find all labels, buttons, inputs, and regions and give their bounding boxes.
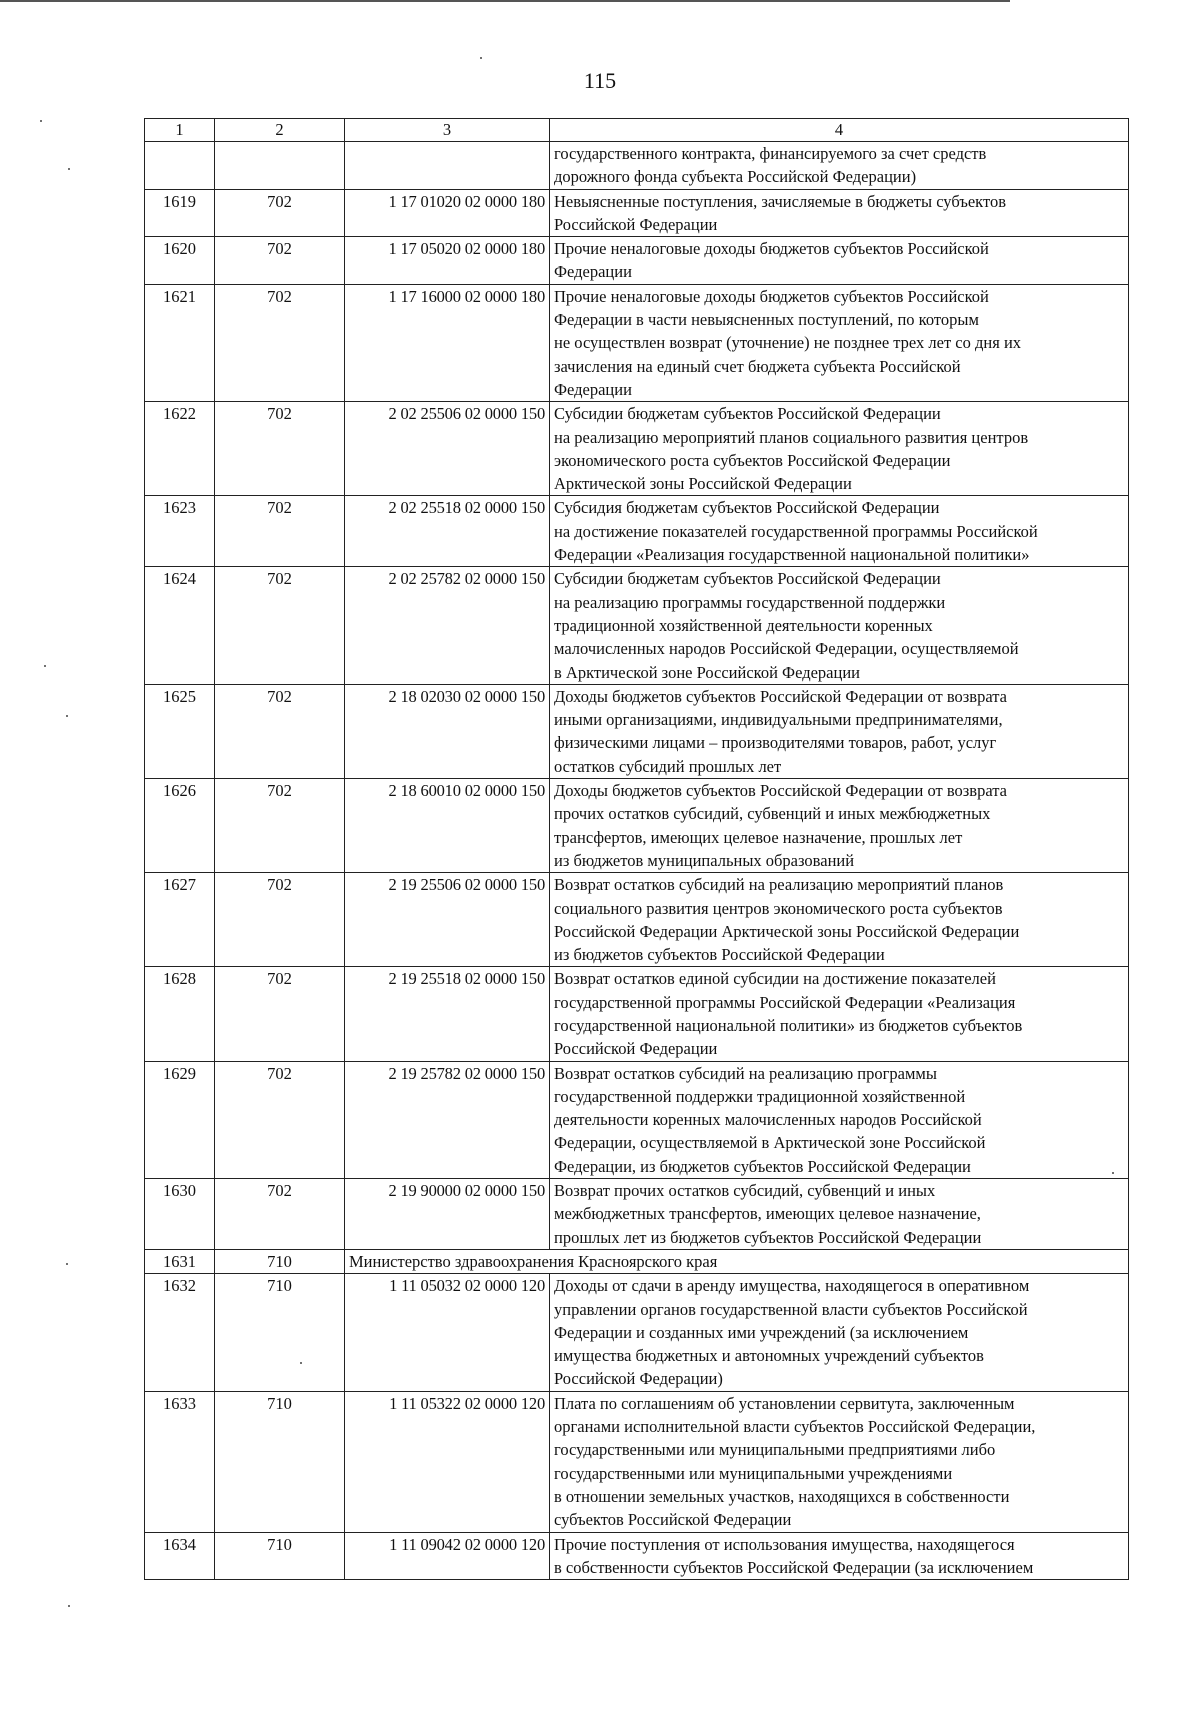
revenue-codes-table [144,118,1129,1580]
scan-speck [66,715,68,717]
budget-code-cell: 2 19 25518 02 0000 150 [345,967,550,1061]
row-number-cell: 1623 [145,496,215,567]
admin-code-cell: 702 [215,967,345,1061]
income-name-cell: Субсидия бюджетам субъектов Российской Федерации на достижение показателей государственной программы Российской Федерации «Реализация государственной национальной политики» [550,496,1129,567]
income-name-cell: Плата по соглашениям об установлении сервитута, заключенным органами исполнительной власти субъектов Российской Федерации, государственными или муниципальными предприятиями либо государственными или муниципальными учреждениями в отношении земельных участков, находящихся в собственности субъектов Российской Федерации [550,1391,1129,1532]
admin-code-cell: 702 [215,779,345,873]
admin-code-cell: 710 [215,1532,345,1580]
row-number-cell: 1632 [145,1274,215,1391]
budget-code-cell: 2 19 25782 02 0000 150 [345,1061,550,1178]
row-number-cell: 1626 [145,779,215,873]
budget-code-cell: 2 18 60010 02 0000 150 [345,779,550,873]
scan-speck [68,168,70,170]
table-row [145,1391,1129,1532]
scan-speck [44,665,46,667]
table-row [145,1061,1129,1178]
admin-code-cell: 710 [215,1274,345,1391]
table-row [145,1274,1129,1391]
top-edge-rule [0,0,1010,2]
row-number-cell: 1630 [145,1179,215,1250]
header-col-3: 3 [345,119,550,142]
admin-code-cell: 702 [215,1179,345,1250]
table-row [145,189,1129,237]
scan-speck [40,120,42,122]
row-number-cell: 1634 [145,1532,215,1580]
table-row [145,496,1129,567]
table-row [145,873,1129,967]
admin-code-cell: 702 [215,684,345,778]
income-name-cell: Доходы бюджетов субъектов Российской Федерации от возврата иными организациями, индивидуальными предпринимателями, физическими лицами – производителями товаров, работ, услуг остатков субсидий прошлых лет [550,684,1129,778]
admin-code-cell: 702 [215,1061,345,1178]
header-col-2: 2 [215,119,345,142]
row-number-cell [145,142,215,190]
budget-code-cell: 2 02 25782 02 0000 150 [345,567,550,684]
admin-code-cell: 702 [215,189,345,237]
table-row [145,684,1129,778]
admin-code-cell: 702 [215,873,345,967]
income-name-cell: Возврат остатков субсидий на реализацию мероприятий планов социального развития центров экономического роста субъектов Российской Федерации Арктической зоны Российской Федерации из бюджетов субъектов Российской Федерации [550,873,1129,967]
row-number-cell: 1629 [145,1061,215,1178]
income-name-cell: Возврат остатков единой субсидии на достижение показателей государственной программы Российской Федерации «Реализация государственной национальной политики» из бюджетов субъектов Российской Федерации [550,967,1129,1061]
table-row [145,237,1129,285]
budget-code-cell: 1 17 16000 02 0000 180 [345,284,550,401]
row-number-cell: 1619 [145,189,215,237]
row-number-cell: 1625 [145,684,215,778]
page-number: 115 [583,68,617,93]
income-name-cell: Субсидии бюджетам субъектов Российской Федерации на реализацию программы государственной поддержки традиционной хозяйственной деятельности коренных малочисленных народов Российской Федерации, осуществляемой в Арктической зоне Российской Федерации [550,567,1129,684]
table-row [145,1179,1129,1250]
table-row [145,567,1129,684]
table-row [145,779,1129,873]
income-name-cell: Возврат прочих остатков субсидий, субвенций и иных межбюджетных трансфертов, имеющих целевое назначение, прошлых лет из бюджетов субъектов Российской Федерации [550,1179,1129,1250]
admin-code-cell: 702 [215,496,345,567]
budget-code-cell: 2 02 25518 02 0000 150 [345,496,550,567]
row-number-cell: 1631 [145,1249,215,1273]
row-number-cell: 1627 [145,873,215,967]
admin-code-cell: 702 [215,402,345,496]
table-row [145,1532,1129,1580]
row-number-cell: 1633 [145,1391,215,1532]
budget-code-cell: 1 17 01020 02 0000 180 [345,189,550,237]
income-name-cell: Невыясненные поступления, зачисляемые в бюджеты субъектов Российской Федерации [550,189,1129,237]
table-row [145,402,1129,496]
budget-code-cell: 2 18 02030 02 0000 150 [345,684,550,778]
budget-code-cell: 2 19 90000 02 0000 150 [345,1179,550,1250]
table-row [145,142,1129,190]
income-name-cell: Доходы от сдачи в аренду имущества, находящегося в оперативном управлении органов государственной власти субъектов Российской Федерации и созданных ими учреждений (за исключением имущества бюджетных и автономных учреждений субъектов Российской Федерации) [550,1274,1129,1391]
header-col-4: 4 [550,119,1129,142]
income-name-cell: Прочие поступления от использования имущества, находящегося в собственности субъектов Российской Федерации (за исключением [550,1532,1129,1580]
scan-speck [68,1605,70,1607]
table-header-row [145,119,1129,142]
budget-code-cell: 1 17 05020 02 0000 180 [345,237,550,285]
ministry-name-cell: Министерство здравоохранения Красноярского края [345,1249,1129,1273]
row-number-cell: 1621 [145,284,215,401]
budget-code-cell [345,142,550,190]
budget-code-cell: 1 11 05032 02 0000 120 [345,1274,550,1391]
admin-code-cell: 710 [215,1391,345,1532]
table-row [145,284,1129,401]
row-number-cell: 1620 [145,237,215,285]
budget-code-cell: 2 02 25506 02 0000 150 [345,402,550,496]
admin-code-cell [215,142,345,190]
row-number-cell: 1622 [145,402,215,496]
scan-speck [480,57,482,59]
table-row [145,967,1129,1061]
budget-code-cell: 1 11 05322 02 0000 120 [345,1391,550,1532]
scan-speck [66,1263,68,1265]
header-col-1: 1 [145,119,215,142]
income-name-cell: Субсидии бюджетам субъектов Российской Федерации на реализацию мероприятий планов социального развития центров экономического роста субъектов Российской Федерации Арктической зоны Российской Федерации [550,402,1129,496]
admin-code-cell: 710 [215,1249,345,1273]
admin-code-cell: 702 [215,237,345,285]
budget-code-cell: 2 19 25506 02 0000 150 [345,873,550,967]
table-row [145,1249,1129,1273]
row-number-cell: 1628 [145,967,215,1061]
admin-code-cell: 702 [215,567,345,684]
income-name-cell: Доходы бюджетов субъектов Российской Федерации от возврата прочих остатков субсидий, субвенций и иных межбюджетных трансфертов, имеющих целевое назначение, прошлых лет из бюджетов муниципальных образований [550,779,1129,873]
income-name-cell: Возврат остатков субсидий на реализацию программы государственной поддержки традиционной хозяйственной деятельности коренных малочисленных народов Российской Федерации, осуществляемой в Арктической зоне Российской Федерации, из бюджетов субъектов Российской Федерации [550,1061,1129,1178]
budget-code-cell: 1 11 09042 02 0000 120 [345,1532,550,1580]
admin-code-cell: 702 [215,284,345,401]
row-number-cell: 1624 [145,567,215,684]
income-name-cell: Прочие неналоговые доходы бюджетов субъектов Российской Федерации в части невыясненных поступлений, по которым не осуществлен возврат (уточнение) не позднее трех лет со дня их зачисления на единый счет бюджета субъекта Российской Федерации [550,284,1129,401]
income-name-cell: государственного контракта, финансируемого за счет средств дорожного фонда субъекта Российской Федерации) [550,142,1129,190]
income-name-cell: Прочие неналоговые доходы бюджетов субъектов Российской Федерации [550,237,1129,285]
